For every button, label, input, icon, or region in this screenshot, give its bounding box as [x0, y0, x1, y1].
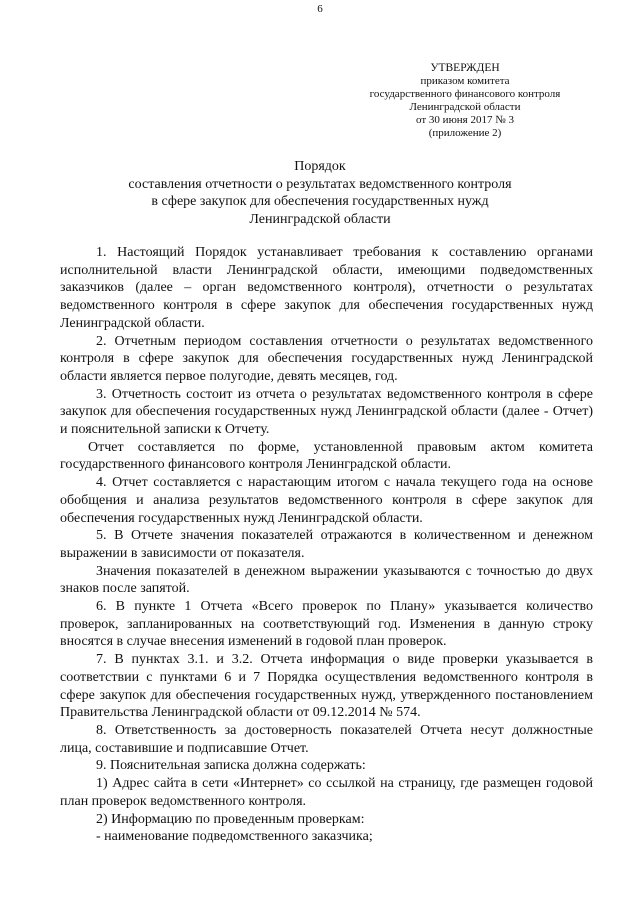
- paragraph-9: 9. Пояснительная записка должна содержать:: [96, 758, 366, 774]
- approval-line: приказом комитета: [420, 75, 510, 87]
- paragraph-9-subitem: - наименование подведомственного заказчика;: [96, 829, 373, 845]
- paragraph-9-item-1: 1) Адрес сайта в сети «Интернет» со ссылкой на страницу, где размещен годовой план проверок ведомственного контроля.: [60, 776, 593, 809]
- paragraph-7: 7. В пунктах 3.1. и 3.2. Отчета информация о виде проверки указывается в соответствии с пунктами 6 и 7 Порядка осуществления ведомственного контроля в сфере закупок для обеспечения государственных нужд, утвержденного постановлением Правительства Ленинградской области от 09.12.2014 № 574.: [60, 652, 593, 721]
- approval-line: Ленинградской области: [409, 101, 521, 113]
- paragraph-4: 4. Отчет составляется с нарастающим итогом с начала текущего года на основе обобщения и анализа результатов ведомственного контроля в сфере закупок для обеспечения государственных нужд Ленинградской области.: [60, 475, 593, 526]
- approval-line: от 30 июня 2017 № 3: [416, 114, 514, 126]
- paragraph-5-cont: Значения показателей в денежном выражении указываются с точностью до двух знаков после запятой.: [60, 563, 593, 597]
- paragraph-6: 6. В пункте 1 Отчета «Всего проверок по Плану» указывается количество проверок, запланированных на соответствующий год. Изменения в данную строку вносятся в случае внесения изменений в годовой план проверок.: [60, 599, 593, 650]
- paragraph-1: 1. Настоящий Порядок устанавливает требования к составлению органами исполнительной власти Ленинградской области, имеющими подведомственных заказчиков (далее – орган ведомственного контроля), отчетности о результатах ведомственного контроля в сфере закупок для обеспечения государственных нужд Ленинградской области.: [60, 245, 593, 331]
- approval-line: государственного финансового контроля: [369, 88, 561, 100]
- paragraph-8: 8. Ответственность за достоверность показателей Отчета несут должностные лица, составившие и подписавшие Отчет.: [60, 722, 593, 756]
- document-body: [60, 244, 593, 846]
- paragraph-3: 3. Отчетность состоит из отчета о результатах ведомственного контроля в сфере закупок для обеспечения государственных нужд Ленинградской области (далее - Отчет) и пояснительной записки к Отчету.: [60, 386, 593, 438]
- approval-heading: УТВЕРЖДЕН: [430, 62, 500, 74]
- paragraph-3-cont: Отчет составляется по форме, установленной правовым актом комитета государственного финансового контроля Ленинградской области.: [60, 439, 593, 473]
- approval-line: (приложение 2): [428, 127, 502, 139]
- paragraph-5: 5. В Отчете значения показателей отражаются в количественном и денежном выражении в зависимости от показателя.: [60, 528, 593, 561]
- paragraph-9-item-2: 2) Информацию по проведенным проверкам:: [96, 811, 365, 827]
- paragraph-2: 2. Отчетным периодом составления отчетности о результатах ведомственного контроля в сфере закупок для обеспечения государственных нужд Ленинградской области является первое полугодие, девять месяцев, год.: [60, 333, 593, 384]
- title-line: в сфере закупок для обеспечения государственных нужд: [151, 194, 489, 209]
- title-line: составления отчетности о результатах ведомственного контроля: [128, 176, 512, 192]
- title-line: Ленинградской области: [249, 211, 391, 227]
- document-title: [60, 158, 580, 228]
- approval-stamp: [360, 62, 570, 140]
- title-line: Порядок: [294, 159, 346, 174]
- page-number: 6: [317, 3, 323, 15]
